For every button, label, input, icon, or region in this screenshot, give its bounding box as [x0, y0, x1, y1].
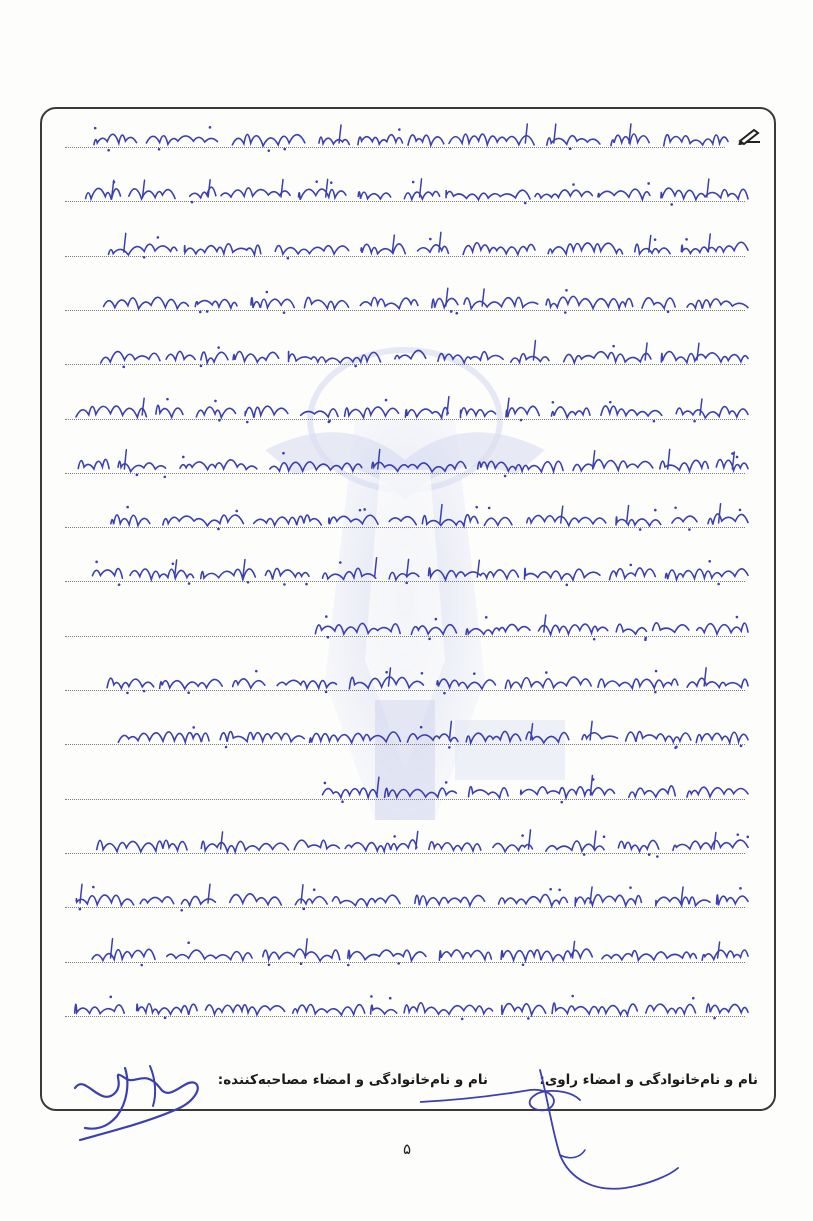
page-number: ۵: [402, 1140, 412, 1158]
handwritten-line: [58, 230, 758, 262]
narrator-signature-label: نام و نام‌خانوادگی و امضاء راوی:: [539, 1072, 758, 1088]
handwritten-line: [58, 338, 758, 370]
handwritten-line: [58, 121, 758, 153]
interviewer-signature-label: نام و نام‌خانوادگی و امضاء مصاحبه‌کننده:: [217, 1072, 488, 1088]
narrator-signature: [65, 1048, 215, 1148]
handwritten-line: [58, 393, 758, 425]
handwritten-line: [58, 827, 758, 859]
handwritten-line: [58, 447, 758, 479]
handwritten-line: [58, 881, 758, 913]
handwritten-line: [58, 610, 758, 642]
handwritten-line: [58, 718, 758, 750]
handwritten-line: [58, 555, 758, 587]
handwritten-line: [58, 990, 758, 1022]
handwritten-line: [58, 936, 758, 968]
interviewer-signature: [420, 1060, 690, 1200]
handwritten-line: [58, 175, 758, 207]
handwritten-line: [58, 501, 758, 533]
handwritten-line: [58, 773, 758, 805]
handwritten-line: [58, 284, 758, 316]
handwritten-line: [58, 664, 758, 696]
